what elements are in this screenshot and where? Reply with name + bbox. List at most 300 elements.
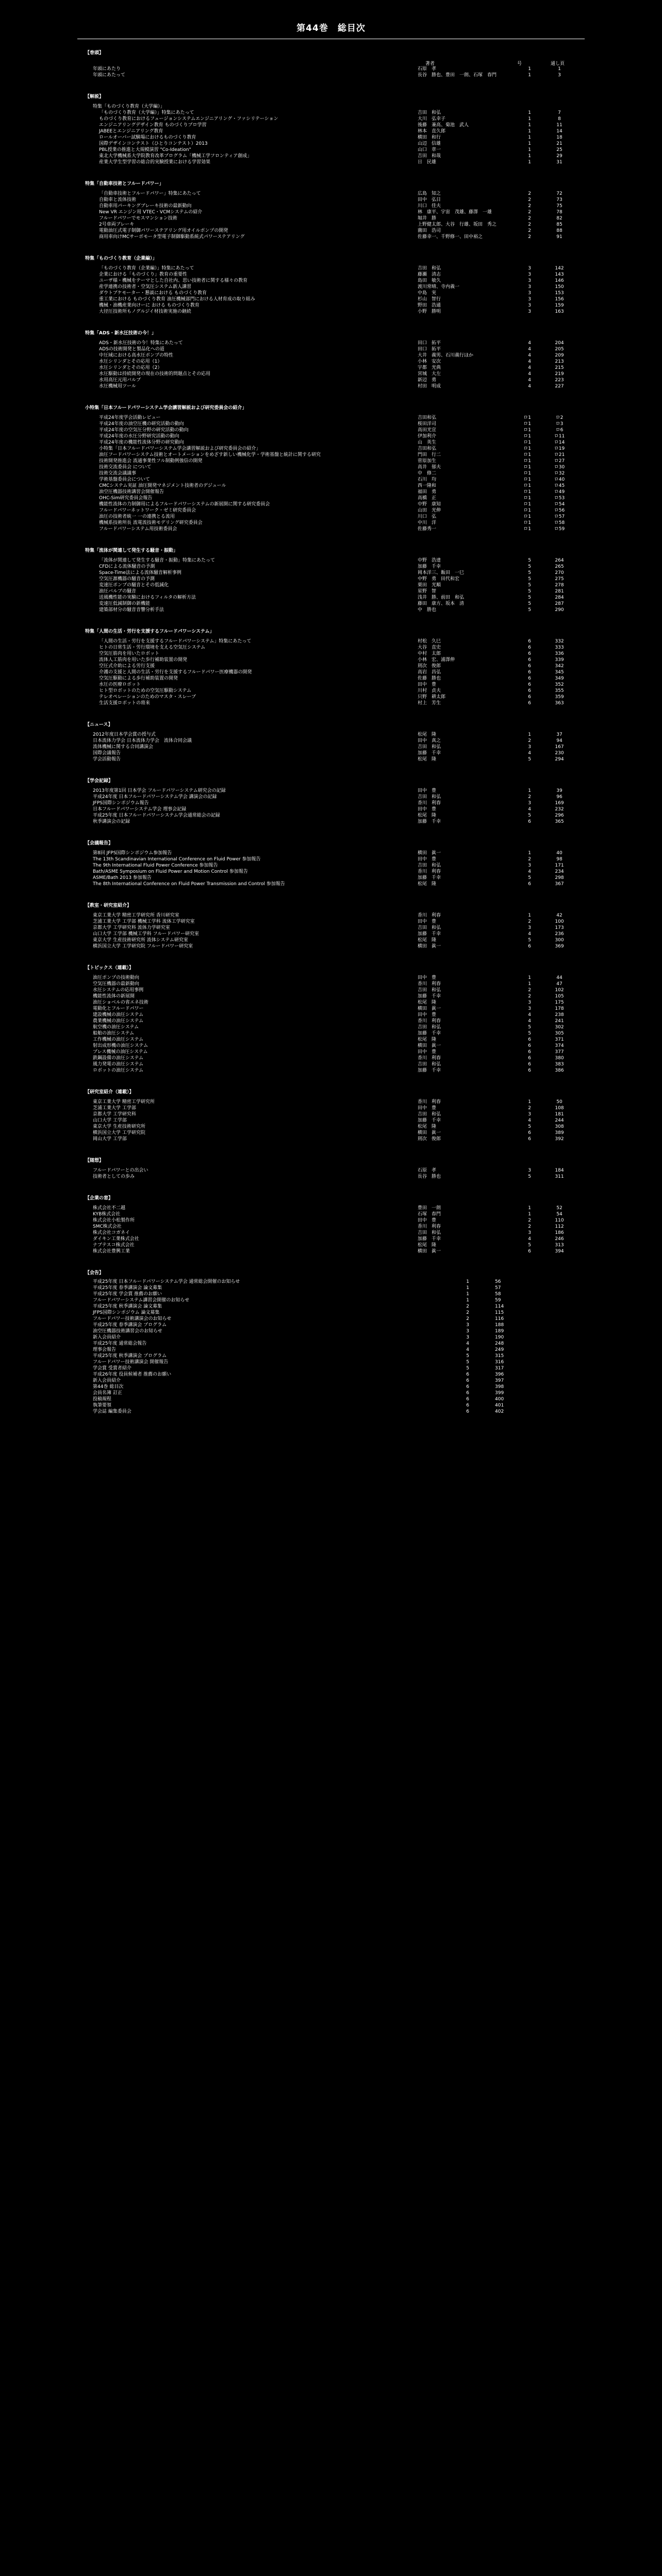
- toc-entry: [88, 134, 577, 141]
- notice-title: フルードパワー技術講演会 開催報告: [93, 1360, 169, 1365]
- entry-author: 横田 和行: [418, 135, 441, 140]
- entry-issue: 1: [528, 732, 531, 737]
- entry-issue: 5: [528, 875, 531, 880]
- entry-title: ダイキン工業株式会社: [93, 1236, 139, 1242]
- entry-author: 松尾 隆: [418, 732, 437, 737]
- entry-issue: 1: [528, 975, 531, 980]
- entry-title: 空気圧駆動による歩行補助装置の開発: [99, 676, 178, 681]
- entry-page: 181: [555, 1112, 564, 1117]
- entry-title: 2012年度日本学会賞の授与式: [93, 732, 156, 737]
- entry-page: 369: [555, 944, 564, 949]
- entry-author: 上野健太郎、大谷 行雄、坂田 秀之: [418, 222, 497, 227]
- entry-author: 杉山 智行: [418, 297, 441, 302]
- entry-issue: 6: [528, 944, 531, 949]
- entry-title: テレオペレーションのためのマスタ・スレーブ: [99, 694, 196, 700]
- toc-entry: [88, 209, 577, 215]
- entry-page: 171: [555, 863, 564, 868]
- entry-author: 山口 章一: [418, 147, 441, 152]
- entry-author: 則次 俊郎: [418, 1137, 441, 1142]
- toc-entry: [88, 1242, 577, 1248]
- toc-entry: [88, 819, 577, 825]
- toc-entry: [88, 919, 577, 925]
- entry-author: 野田 浩通: [418, 303, 441, 308]
- entry-page: 298: [555, 875, 564, 880]
- entry-issue: 2: [528, 216, 531, 221]
- notice-entry: [88, 1384, 577, 1390]
- entry-title: 平成24年度学会活動レビュー: [99, 415, 161, 420]
- entry-author: 吉田和弘: [418, 446, 437, 451]
- entry-author: 吉田 和弘: [418, 744, 441, 750]
- entry-title: JFPS国際シンポジウム報告: [93, 801, 149, 806]
- entry-title: 小特集「日本フルードパワーシステム学会講習解説および研究委員会の紹介」: [99, 446, 261, 451]
- entry-issue: 5: [528, 1025, 531, 1030]
- notice-title: 平成25年度 秋季講演会 論文募集: [93, 1304, 162, 1309]
- entry-issue: 1: [528, 110, 531, 115]
- notice-issue: 6: [466, 1372, 469, 1377]
- entry-page: 236: [555, 931, 564, 937]
- notice-entry: [88, 1402, 577, 1409]
- entry-page: 336: [555, 651, 564, 656]
- entry-title: 鉄鋼設備の油圧システム: [93, 1056, 144, 1061]
- entry-page: 169: [555, 801, 564, 806]
- toc-entry: [88, 495, 577, 501]
- notice-issue: 6: [466, 1378, 469, 1383]
- entry-author: 村上 芳生: [418, 701, 441, 706]
- toc-entry: [88, 110, 577, 116]
- entry-author: 加藤 千幸: [418, 819, 441, 824]
- toc-entry: [88, 1105, 577, 1111]
- toc-entry: [88, 595, 577, 601]
- entry-page: 241: [555, 1019, 564, 1024]
- entry-issue: 4: [528, 347, 531, 352]
- entry-page: 284: [555, 595, 564, 600]
- entry-title: 自動車と流体技術: [99, 197, 137, 202]
- toc-entry: [88, 875, 577, 881]
- entry-title: 水圧シリンダとその応用（2）: [99, 365, 162, 370]
- toc-entry: [88, 987, 577, 993]
- notice-page: 401: [495, 1403, 504, 1408]
- notice-entry: [88, 1310, 577, 1316]
- toc-entry: [88, 470, 577, 477]
- entry-page: ロ3: [555, 421, 564, 427]
- entry-issue: 6: [528, 1056, 531, 1061]
- entry-page: 25: [556, 147, 562, 152]
- entry-page: 232: [555, 807, 564, 812]
- notice-title: 新入会員紹介: [93, 1378, 121, 1383]
- toc-entry: [88, 1018, 577, 1024]
- entry-title: 「ものづくり教育（大学編）」特集にあたって: [99, 110, 194, 115]
- entry-page: 383: [555, 1062, 564, 1067]
- notice-title: JFPS国際シンポジウム 論文募集: [93, 1310, 160, 1315]
- entry-issue: 1: [528, 147, 531, 152]
- entry-issue: 6: [528, 1037, 531, 1042]
- entry-page: ロ58: [554, 520, 565, 526]
- entry-title: 平成25年度 日本フルードパワーシステム学会通常総会の記録: [93, 813, 220, 818]
- toc-entry: [88, 427, 577, 433]
- entry-title: 第8回 JFPS国際シンポジウム参加報告: [93, 851, 172, 856]
- entry-page: 50: [556, 1099, 562, 1105]
- toc-section: [85, 964, 577, 1074]
- toc-entry: [88, 1211, 577, 1217]
- entry-page: 332: [555, 639, 564, 644]
- entry-issue: 5: [528, 558, 531, 563]
- toc-entry: [88, 869, 577, 875]
- entry-title: 建築部材分の騒音音響分析手法: [99, 607, 164, 613]
- entry-author: 山 英生: [418, 440, 437, 445]
- entry-issue: 3: [528, 1230, 531, 1235]
- entry-issue: 3: [528, 272, 531, 277]
- notice-entry: [88, 1297, 577, 1303]
- entry-issue: 3: [528, 1112, 531, 1117]
- toc-entry: [88, 794, 577, 800]
- entry-title: 技術者としての歩み: [93, 1174, 135, 1179]
- toc-entry: [88, 925, 577, 931]
- entry-page: ロ59: [554, 527, 565, 532]
- entry-page: 363: [555, 701, 564, 706]
- toc-entry: [88, 415, 577, 421]
- entry-author: 横田 眞一: [418, 1130, 441, 1136]
- entry-title: 株式会社豊興工業: [93, 1249, 130, 1254]
- toc-entry: [88, 750, 577, 756]
- toc-entry: [88, 1230, 577, 1236]
- entry-page: 150: [555, 284, 564, 290]
- entry-title: エンジニアリングデザイン教育 ものづくりプロ学習: [99, 123, 207, 128]
- section-heading: 特集「自動車技術とフルードパワー」: [85, 181, 164, 187]
- entry-page: 40: [556, 851, 562, 856]
- entry-author: 田中 豊: [418, 1049, 437, 1055]
- toc-entry: [88, 464, 577, 470]
- entry-page: 392: [555, 1137, 564, 1142]
- toc-entry: [88, 651, 577, 657]
- notice-title: 会員名簿 訂正: [93, 1391, 122, 1396]
- toc-entry: [88, 290, 577, 296]
- notice-page: 58: [495, 1292, 501, 1297]
- entry-page: 290: [555, 607, 564, 613]
- table-of-contents: [85, 49, 577, 1429]
- entry-author: 横田 眞一: [418, 851, 441, 856]
- toc-entry: [88, 1012, 577, 1018]
- notice-page: 248: [495, 1341, 504, 1346]
- toc-section: [85, 1157, 577, 1180]
- entry-issue: 1: [528, 73, 531, 78]
- entry-author: 村松 久巳: [418, 639, 441, 644]
- entry-title: 「人間の生活・労行を支援するフルードパワーシステム」特集にあたって: [99, 639, 252, 644]
- toc-entry: [88, 937, 577, 943]
- notice-page: 115: [495, 1310, 504, 1315]
- toc-entry: [88, 657, 577, 663]
- entry-page: 98: [556, 857, 562, 862]
- entry-issue: 6: [528, 1062, 531, 1067]
- entry-page: 234: [555, 869, 564, 874]
- entry-author: 門田 行二: [418, 452, 441, 457]
- entry-issue: 3: [528, 801, 531, 806]
- entry-author: 吉田 和弘: [418, 863, 441, 868]
- notice-entry: [88, 1359, 577, 1365]
- entry-issue: 1: [528, 154, 531, 159]
- entry-page: 270: [555, 570, 564, 575]
- section-heading: 【会議報告】: [85, 841, 113, 846]
- toc-entry: [88, 191, 577, 197]
- entry-title: The 13th Scandinavian International Conference on Fluid Power 参加報告: [93, 857, 261, 862]
- entry-title: 油圧ポンプの技術動向: [93, 975, 140, 980]
- entry-page: 339: [555, 657, 564, 663]
- entry-page: 345: [555, 670, 564, 675]
- entry-page: 156: [555, 297, 564, 302]
- toc-entry: [88, 1049, 577, 1055]
- notice-issue: 6: [466, 1391, 469, 1396]
- section-heading: 【トピックス（連載）】: [85, 965, 134, 971]
- notice-page: 397: [495, 1378, 504, 1383]
- notice-entry: [88, 1285, 577, 1291]
- entry-issue: ロ1: [523, 502, 531, 507]
- entry-author: 福田 勇: [418, 489, 437, 495]
- entry-title: 機械・油機産業向けーに おける ものづくり教育: [99, 303, 200, 308]
- entry-issue: ロ1: [523, 483, 531, 488]
- notice-page: 57: [495, 1285, 501, 1291]
- toc-entry: [88, 564, 577, 570]
- entry-page: 275: [555, 577, 564, 582]
- notice-title: 投稿規程: [93, 1397, 112, 1402]
- toc-entry: [88, 104, 577, 110]
- entry-author: 田中 豊: [418, 788, 437, 793]
- entry-author: 石原 孝: [418, 1168, 437, 1173]
- toc-entry: [88, 912, 577, 919]
- notice-page: 398: [495, 1384, 504, 1389]
- entry-page: 82: [556, 216, 562, 221]
- entry-page: 78: [556, 210, 562, 215]
- toc-entry: [88, 931, 577, 937]
- entry-page: 47: [556, 981, 562, 987]
- toc-entry: [88, 128, 577, 134]
- toc-entry: [88, 999, 577, 1006]
- notice-title: フルードパワーシステム講習会開催のお知らせ: [93, 1298, 190, 1303]
- entry-author: 林本 直久郎: [418, 129, 446, 134]
- entry-author: 田口 拓平: [418, 347, 441, 352]
- toc-entry: [88, 645, 577, 651]
- entry-title: 空気圧筋肉を用いたロボット: [99, 651, 160, 656]
- entry-title: 油圧の技術者統一 一の連携とる流用: [99, 514, 175, 519]
- notice-title: 平成25年度 通常総会報告: [93, 1341, 147, 1346]
- entry-title: 平成24年度の機能性流体分野の研究動向: [99, 440, 184, 445]
- entry-title: KYB株式会社: [93, 1212, 121, 1217]
- entry-issue: 5: [528, 577, 531, 582]
- entry-title: ヒト型ロボットのための空気圧駆動システム: [99, 688, 192, 693]
- toc-entry: [88, 738, 577, 744]
- notice-title: 平成25年度 学会賞 推薦のお願い: [93, 1292, 162, 1297]
- section-heading: 【ニュース】: [85, 722, 113, 727]
- entry-issue: 2: [528, 857, 531, 862]
- entry-author: 只野 耕太郎: [418, 694, 446, 700]
- entry-issue: ロ1: [523, 428, 531, 433]
- column-author-label: 著者: [425, 61, 435, 66]
- entry-page: 311: [555, 1174, 564, 1179]
- toc-entry: [88, 570, 577, 576]
- entry-author: 吉田 和弘: [418, 1112, 441, 1117]
- entry-page: ロ27: [554, 459, 565, 464]
- entry-page: 394: [555, 1249, 564, 1254]
- notice-page: 190: [495, 1335, 504, 1340]
- entry-author: 高田光宣: [418, 428, 437, 433]
- entry-issue: 6: [528, 1249, 531, 1254]
- entry-title: 東京大学 生産技術研究所: [93, 1124, 145, 1129]
- entry-title: 国際デザインコンテスト（ひとりコンテスト）2013: [99, 141, 208, 146]
- toc-section: [85, 255, 577, 315]
- toc-section: [85, 777, 577, 825]
- toc-entry: [88, 1030, 577, 1037]
- entry-title: 機能性流体の新展開: [93, 994, 135, 999]
- toc-entry: [88, 1205, 577, 1211]
- entry-page: 11: [556, 123, 562, 128]
- notice-title: 第44巻 総目次: [93, 1384, 124, 1389]
- notice-issue: 6: [466, 1409, 469, 1414]
- entry-author: 藤瀬 清志: [418, 272, 441, 277]
- entry-author: 吉田 和弘: [418, 925, 441, 930]
- entry-page: ロ2: [555, 415, 564, 420]
- entry-author: 松尾 隆: [418, 1124, 437, 1129]
- entry-author: 石川 均: [418, 477, 437, 482]
- entry-title: 2号車両ブレーキ: [99, 222, 135, 227]
- entry-issue: 3: [528, 266, 531, 271]
- toc-section: [85, 839, 577, 887]
- entry-title: 油圧フードパワーシステム技術とオートメーションをめざす新しい機械化学・学術基盤と統計に関する研究: [99, 452, 321, 457]
- entry-author: 松尾 隆: [418, 1243, 437, 1248]
- section-heading: 特集「人間の生活・労行を支援するフルードパワーシステム」: [85, 629, 214, 634]
- entry-author: 吉田 和弘: [418, 988, 441, 993]
- entry-author: 山辺 信雄: [418, 141, 441, 146]
- entry-title: 油空圧機器技術講習会開催報告: [99, 489, 164, 495]
- entry-issue: 3: [528, 1168, 531, 1173]
- entry-page: 146: [555, 278, 564, 283]
- entry-issue: 5: [528, 1031, 531, 1036]
- entry-title: フルードパワーでモスマンション技術: [99, 216, 177, 221]
- entry-issue: 4: [528, 341, 531, 346]
- entry-title: 水圧の医療ロボット: [99, 682, 141, 687]
- toc-entry: [88, 377, 577, 383]
- toc-entry: [88, 526, 577, 532]
- entry-page: 219: [555, 371, 564, 377]
- entry-issue: ロ1: [523, 471, 531, 476]
- entry-title: 生活支援ロボットの将来: [99, 701, 151, 706]
- entry-author: 加藤 千幸: [418, 994, 441, 999]
- entry-author: 山田 光伸: [418, 508, 441, 513]
- entry-page: 204: [555, 341, 564, 346]
- entry-page: 264: [555, 558, 564, 563]
- entry-title: 「ものづくり教育（企業編）」特集にあたって: [99, 266, 194, 271]
- toc-entry: [88, 278, 577, 284]
- toc-entry: [88, 452, 577, 458]
- entry-title: 重工業における ものづくり教育 油圧機械部門における人材育成の取り組み: [99, 297, 255, 302]
- entry-title: 京都大学 工学研究科 流体力学研究室: [93, 925, 170, 930]
- entry-author: 松尾 隆: [418, 1037, 437, 1042]
- entry-title: ものづくり教育におけるフュージョンシステムエンジニアリング・ファシリテーション: [99, 116, 278, 122]
- entry-page: 238: [555, 1012, 564, 1018]
- entry-issue: 2: [528, 228, 531, 233]
- entry-author: 松尾 隆: [418, 757, 437, 762]
- entry-title: 水圧シリンダとその応用（1）: [99, 359, 162, 364]
- toc-section: [85, 721, 577, 762]
- toc-entry: [88, 744, 577, 750]
- entry-page: 100: [555, 919, 564, 924]
- entry-author: 後藤 兼高、菊池 武人: [418, 123, 469, 128]
- toc-entry: [88, 682, 577, 688]
- notice-entry: [88, 1378, 577, 1384]
- entry-page: 73: [556, 197, 562, 202]
- toc-entry: [88, 688, 577, 694]
- entry-author: 加藤 千幸: [418, 875, 441, 880]
- entry-title: ナブテスコ株式会社: [93, 1243, 135, 1248]
- entry-page: 230: [555, 751, 564, 756]
- entry-title: 電動化とフルードパワー: [93, 1006, 144, 1011]
- entry-author: 加藤 千幸: [418, 564, 441, 569]
- toc-entry: [88, 1055, 577, 1061]
- notice-issue: 4: [466, 1341, 469, 1346]
- toc-entry: [88, 520, 577, 526]
- notice-issue: 3: [466, 1335, 469, 1340]
- column-page-label: 通し頁: [551, 61, 565, 66]
- notice-entry: [88, 1334, 577, 1341]
- entry-title: フルードパワーとの出会い: [93, 1168, 148, 1173]
- notice-page: 188: [495, 1323, 504, 1328]
- entry-issue: 5: [528, 1124, 531, 1129]
- entry-title: 水圧システムの応用事例: [93, 988, 144, 993]
- entry-page: ロ30: [554, 465, 565, 470]
- notice-title: 学会誌 編集委員会: [93, 1409, 131, 1414]
- entry-page: 296: [555, 813, 564, 818]
- notice-title: 平成25年度 春季講演会 プログラム: [93, 1323, 167, 1328]
- toc-section: [85, 902, 577, 950]
- entry-issue: 6: [528, 1068, 531, 1073]
- entry-author: 中野 康知: [418, 502, 441, 507]
- entry-page: 278: [555, 583, 564, 588]
- entry-author: 横田 眞一: [418, 1043, 441, 1048]
- entry-author: 川口 佳夫: [418, 204, 441, 209]
- toc-entry: [88, 116, 577, 122]
- notice-issue: 4: [466, 1347, 469, 1352]
- notice-entry: [88, 1353, 577, 1359]
- notice-entry: [88, 1341, 577, 1347]
- entry-title: 学術基盤委員会について: [99, 477, 150, 482]
- notice-entry: [88, 1396, 577, 1402]
- entry-page: 367: [555, 882, 564, 887]
- notice-title: 学会賞 受賞者紹介: [93, 1366, 131, 1371]
- entry-title: 大径圧技術所もノグルジイ材技術実施の継続: [99, 309, 191, 314]
- entry-page: ロ40: [554, 477, 565, 482]
- entry-page: 355: [555, 688, 564, 693]
- notice-entry: [88, 1365, 577, 1371]
- entry-issue: 1: [528, 788, 531, 793]
- entry-author: 高橋 正: [418, 496, 437, 501]
- entry-title: Space-Time法による流体騒音解析事例: [99, 570, 181, 575]
- entry-issue: 6: [528, 651, 531, 656]
- entry-author: 田中 弘日: [418, 197, 441, 202]
- entry-issue: ロ1: [523, 527, 531, 532]
- entry-issue: 3: [528, 925, 531, 930]
- entry-issue: 4: [528, 807, 531, 812]
- entry-page: ロ54: [554, 502, 565, 507]
- entry-page: 389: [555, 1130, 564, 1136]
- entry-issue: 3: [528, 744, 531, 750]
- toc-entry: [88, 700, 577, 706]
- toc-entry: [88, 197, 577, 203]
- entry-author: 吉田 和弘: [418, 794, 441, 800]
- entry-page: 287: [555, 601, 564, 606]
- entry-page: 88: [556, 228, 562, 233]
- toc-entry: [88, 458, 577, 464]
- entry-author: 宮城 大左: [418, 371, 441, 377]
- notice-entry: [88, 1279, 577, 1285]
- entry-page: 342: [555, 664, 564, 669]
- toc-entry: [88, 675, 577, 682]
